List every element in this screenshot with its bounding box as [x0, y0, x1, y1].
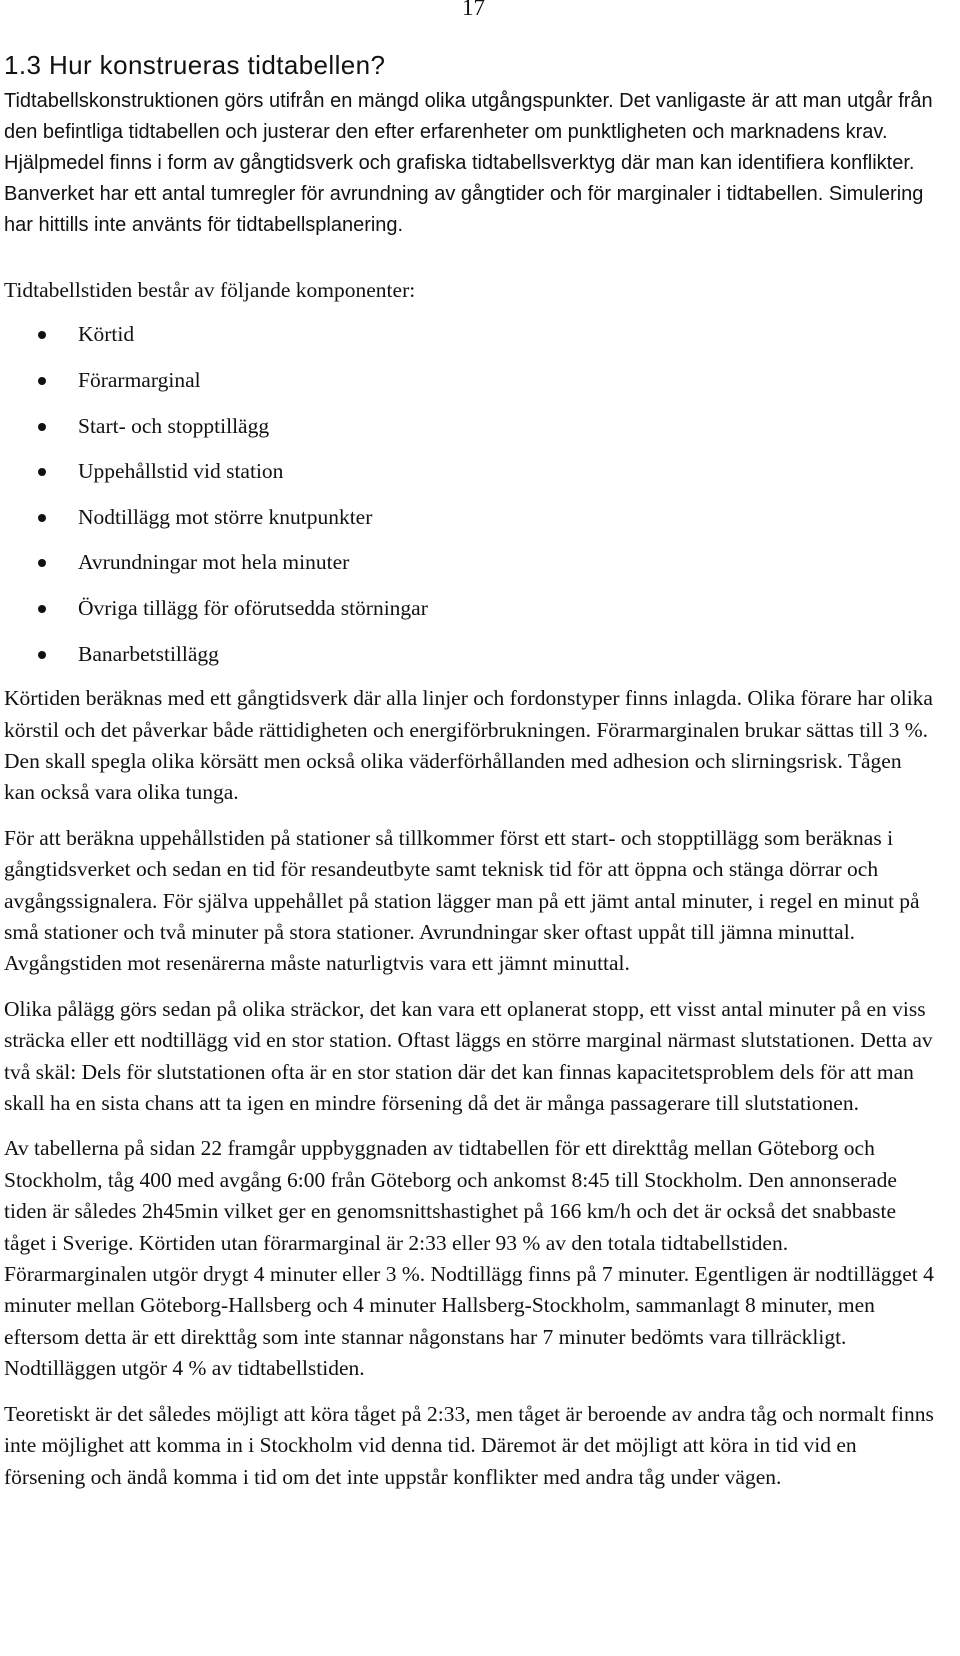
- list-item-label: Körtid: [78, 322, 135, 347]
- components-list: [4, 312, 934, 677]
- bullet-icon: [38, 559, 46, 567]
- list-item-label: Avrundningar mot hela minuter: [78, 550, 350, 575]
- list-item: [4, 449, 934, 495]
- bullet-icon: [38, 331, 46, 339]
- list-item-label: Övriga tillägg för oförutsedda störningar: [78, 595, 428, 620]
- list-item-label: Banarbetstillägg: [78, 641, 219, 666]
- list-item-label: Förarmarginal: [78, 368, 201, 392]
- bullet-icon: [38, 514, 46, 522]
- list-item: [4, 495, 934, 541]
- paragraph-teoretiskt: Teoretiskt är det således möjligt att köra tåget på 2:33, men tåget är beroende av andra tåg och normalt finns inte möjlighet att komma in i Stockholm vid denna tid. Däremot är det möjligt att köra in tid vid en försening och ändå komma i tid om det inte uppstår konflikter med andra tåg under vägen.: [4, 1401, 934, 1489]
- page-number: 17: [462, 0, 485, 20]
- list-item: [4, 358, 934, 404]
- list-item: [4, 312, 934, 358]
- paragraph-palagg: Olika pålägg görs sedan på olika sträckor, det kan vara ett oplanerat stopp, ett visst antal minuter på en viss sträcka eller ett nodtillägg vid en stor station. Oftast läggs en större marginal närmast slutstationen. Detta av två skäl: Dels för slutstationen ofta är en stor station där det kan finnas kapacitetsproblem dels för att man skall ha en sista chans att ta igen en mindre försening då det är många passagerare till slutstationen.: [4, 996, 933, 1116]
- bullet-icon: [38, 651, 46, 659]
- paragraph-exempel-tag-400: Av tabellerna på sidan 22 framgår uppbyggnaden av tidtabellen för ett direkttåg mellan Göteborg och Stockholm, tåg 400 med avgång 6:00 från Göteborg och ankomst 8:45 till Stockholm. Den annonserade tiden är således 2h45min vilket ger en genomsnittshastighet på 166 km/h och det är också det snabbaste tåget i Sverige. Körtiden utan förarmarginal är 2:33 eller 93 % av den totala tidtabellstiden. Förarmarginalen utgör drygt 4 minuter eller 3 %. Nodtillägg finns på 7 minuter. Egentligen är nodtillägget 4 minuter mellan Göteborg-Hallsberg och 4 minuter Hallsberg-Stockholm, sammanlagt 8 minuter, men eftersom detta är ett direkttåg som inte stannar någonstans har 7 minuter bedömts vara tillräckligt. Nodtilläggen utgör 4 % av tidtabellstiden.: [4, 1136, 934, 1381]
- components-intro: Tidtabellstiden består av följande komponenter:: [4, 278, 416, 302]
- list-item-label: Start- och stopptillägg: [78, 413, 270, 438]
- bullet-icon: [38, 423, 46, 431]
- list-item-label: Uppehållstid vid station: [78, 459, 284, 484]
- list-item: [4, 586, 934, 632]
- section-heading: 1.3 Hur konstrueras tidtabellen?: [4, 50, 386, 80]
- list-item-label: Nodtillägg mot större knutpunkter: [78, 504, 373, 529]
- list-item: [4, 540, 934, 586]
- paragraph-kortid: Körtiden beräknas med ett gångtidsverk där alla linjer och fordonstyper finns inlagda. Olika förare har olika körstil och det påverkar både rättidigheten och energiförbrukningen. Förarmarginalen brukar sättas till 3 %. Den skall spegla olika körsätt men också olika väderförhållanden med adhesion och slirningsrisk. Tågen kan också vara olika tunga.: [4, 686, 933, 805]
- list-item: [4, 404, 934, 450]
- bullet-icon: [38, 468, 46, 476]
- bullet-icon: [38, 605, 46, 613]
- paragraph-uppehallstid: För att beräkna uppehållstiden på stationer så tillkommer först ett start- och stopptillägg som beräknas i gångtidsverket och sedan en tid för resandeutbyte samt teknisk tid för att öppna och stänga dörrar och avgångssignalera. För själva uppehållet på station lägger man på ett jämt antal minuter, i regel en minut på små stationer och två minuter på stora stationer. Avrundningar sker oftast uppåt till jämna minuttal. Avgångstiden mot resenärerna måste naturligtvis vara ett jämnt minuttal.: [4, 825, 920, 976]
- body-text: [4, 275, 934, 1507]
- intro-paragraph: Tidtabellskonstruktionen görs utifrån en mängd olika utgångspunkter. Det vanligaste är att man utgår från den befintliga tidtabellen och justerar den efter erfarenheter om punktligheten och marknadens krav. Hjälpmedel finns i form av gångtidsverk och grafiska tidtabellsverktyg där man kan identifiera konflikter. Banverket har ett antal tumregler för avrundning av gångtider och för marginaler i tidtabellen. Simulering har hittills inte använts för tidtabellsplanering.: [4, 90, 933, 236]
- bullet-icon: [38, 377, 46, 385]
- list-item: [4, 632, 934, 678]
